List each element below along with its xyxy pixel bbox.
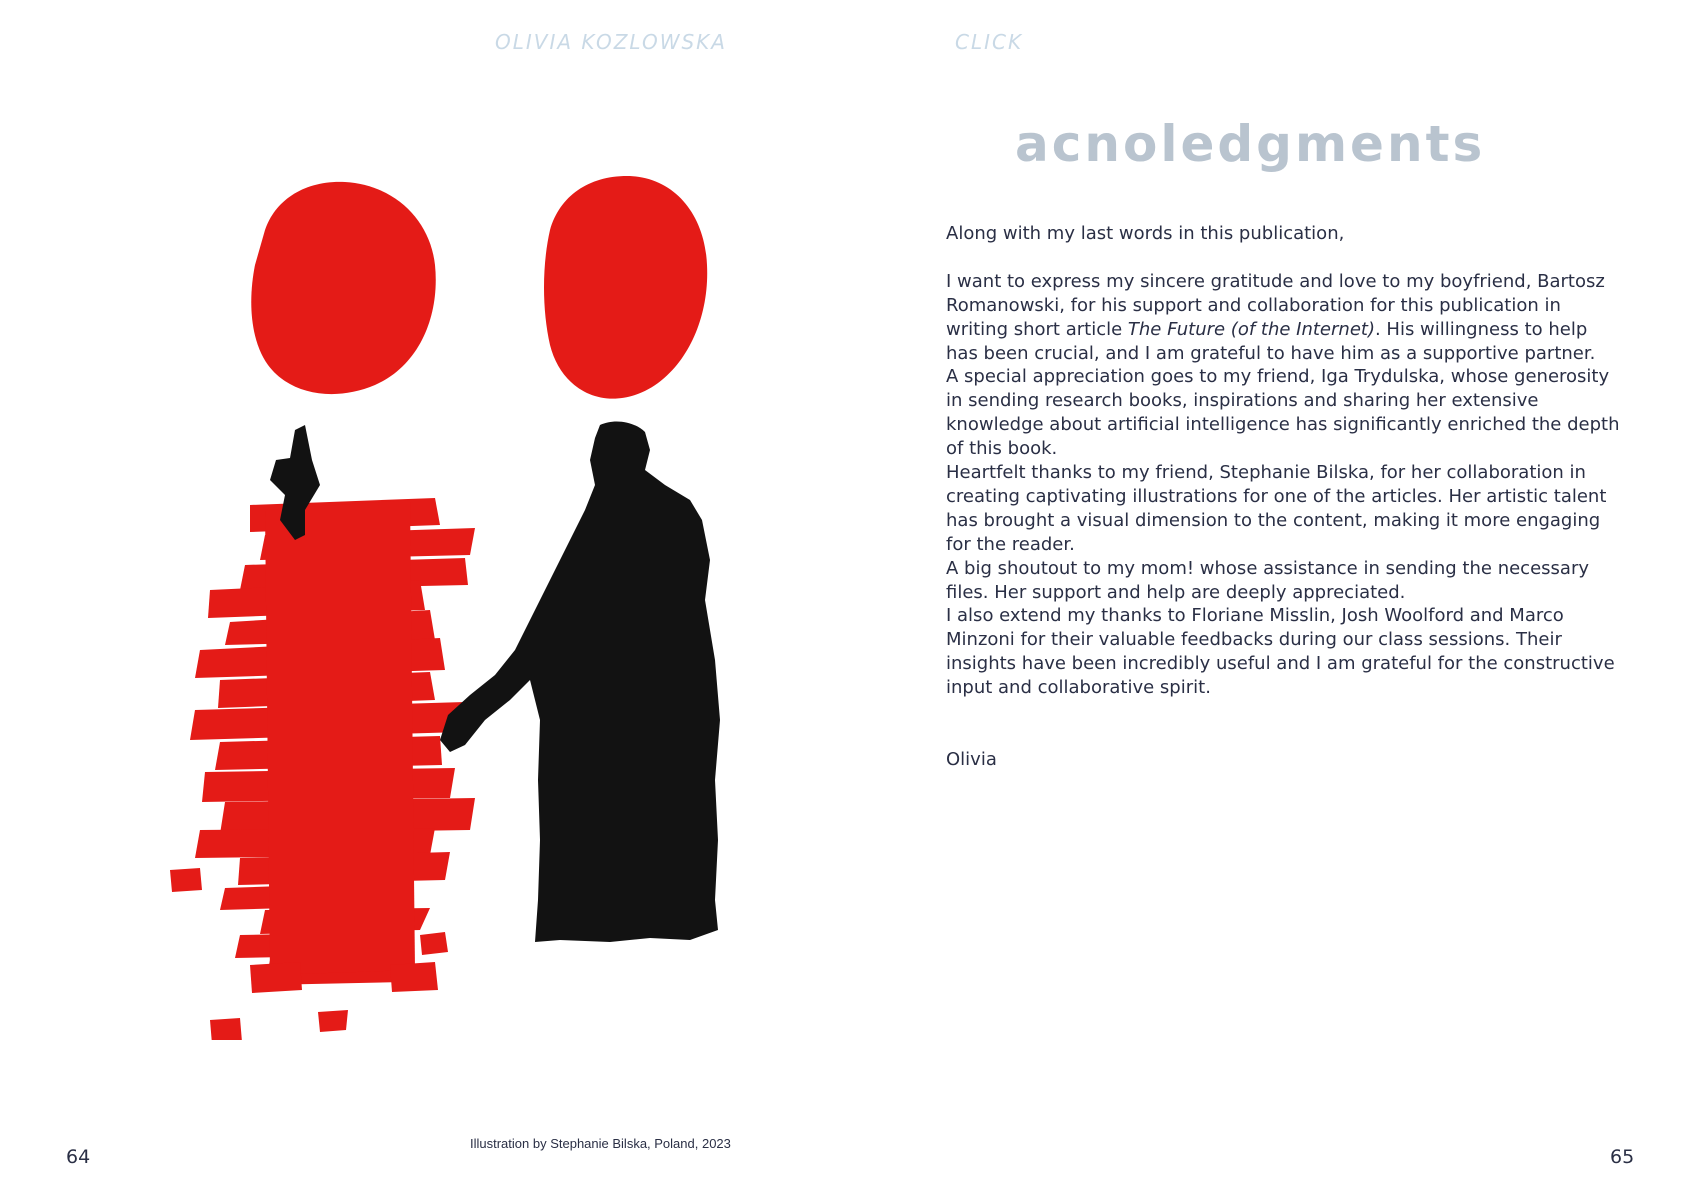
paragraph-friend-stephanie: Heartfelt thanks to my friend, Stephanie Bilska, for her collaboration in creating captivating illustrations for one of the articles. Her artistic talent has brought a visual dimension to the content, making it more engaging for the reader. — [946, 462, 1607, 555]
acknowledgments-body — [946, 222, 1621, 772]
red-figure-body — [170, 498, 475, 1040]
paragraph-friend-iga: A special appreciation goes to my friend, Iga Trydulska, whose generosity in sending research books, inspirations and sharing her extensive knowledge about artificial intelligence has significantly enriched the depth of this book. — [946, 366, 1620, 460]
paragraph-mom: A big shoutout to my mom! whose assistance in sending the necessary files. Her support and help are deeply appreciated. — [946, 557, 1589, 603]
page-number-right: 65 — [1610, 1146, 1635, 1168]
article-title: The Future (of the Internet) — [1127, 318, 1375, 340]
black-coat-figure — [440, 421, 720, 942]
paragraph-text: I want to express my sincere gratitude and love to my boyfriend, Bartosz Romanowski, for his support and collaboration for this publication in writing short article — [946, 270, 1605, 340]
red-balloon-head — [544, 176, 707, 399]
running-head-author: OLIVIA KOZLOWSKA — [495, 30, 727, 54]
red-figure-head — [251, 182, 435, 394]
paragraph-text: . His willingness to help has been crucial, and I am grateful to have him as a supportive partner. — [946, 318, 1596, 364]
page-title: acnoledgments — [1015, 115, 1486, 173]
signature: Olivia — [946, 748, 997, 770]
illustration-painted-figures — [90, 140, 730, 1040]
paragraph-teachers: I also extend my thanks to Floriane Misslin, Josh Woolford and Marco Minzoni for their valuable feedbacks during our class sessions. Their insights have been incredibly useful and I am grateful for the constructive input and collaborative spirit. — [946, 605, 1615, 699]
illustration-caption: Illustration by Stephanie Bilska, Poland, 2023 — [470, 1136, 731, 1151]
greeting-line: Along with my last words in this publication, — [946, 223, 1345, 244]
paragraph-boyfriend — [946, 270, 1621, 366]
running-head-title: CLICK — [955, 30, 1024, 54]
page-number-left: 64 — [66, 1146, 91, 1168]
